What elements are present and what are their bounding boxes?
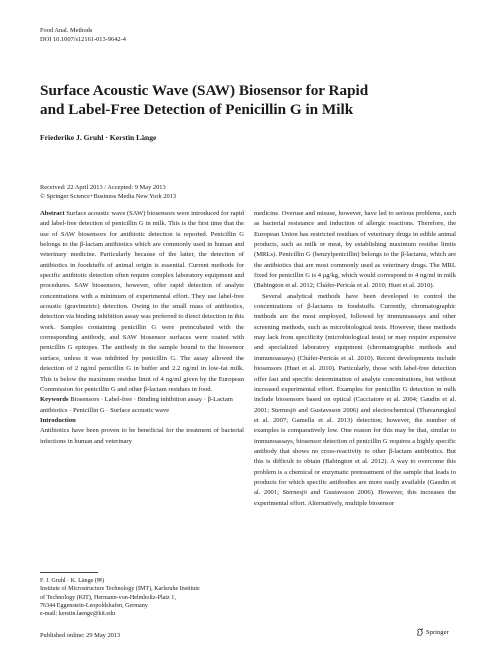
journal-name: Food Anal. Methods xyxy=(40,27,93,34)
published-online: Published online: 29 May 2013 xyxy=(40,632,121,639)
springer-wordmark: Springer xyxy=(426,628,449,636)
affiliation-institute: Institute of Microstructure Technology (IMT), Karlsruhe Institute xyxy=(40,586,200,593)
left-column xyxy=(40,209,244,447)
article-title xyxy=(40,81,460,119)
springer-horse-icon xyxy=(416,628,424,636)
introduction-text: Antibiotics have been proven to be beneficial for the treatment of bacterial infections in human and veterinary xyxy=(40,427,244,445)
authors: Friederike J. Gruhl · Kerstin Länge xyxy=(40,133,157,142)
affiliation xyxy=(40,577,200,618)
title-line-1: Surface Acoustic Wave (SAW) Biosensor for Rapid xyxy=(40,82,369,99)
affiliation-authors: F. J. Gruhl · K. Länge (✉) xyxy=(40,578,105,584)
received-accepted: Received: 22 April 2013 / Accepted: 9 May 2013 xyxy=(40,184,166,191)
right-column xyxy=(254,209,456,509)
introduction-heading: Introduction xyxy=(40,416,76,424)
keywords-heading: Keywords xyxy=(40,396,69,404)
received-dates xyxy=(40,184,176,201)
intro-paragraph-2: Several analytical methods have been developed to control the concentrations of β-lactams in foodstuffs. Currently, chromatographic methods are the most employed, followed by immunoassays and other screening methods, such as microbiological tests. However, these methods may lack from specificity (microbiological tests) or may require expensive and specialized laboratory equipment (chromatographic methods and immunoassays) (Cháfer-Pericás et al. 2010). Recent developments include biosensors (Huet et al. 2010). Particularly, those with label-free detection offer fast and specific determination of analyte concentrations, but without increased experimental effort. Examples for penicillin G detection in milk include biosensors based on optical (Cacciatore et al. 2004; Gaudin et al. 2001; Sternesjö and Gustavsson 2006) and electrochemical (Thavarungkul et al. 2007; Gamella et al. 2013) detection; however, the number of examples is comparatively low. One reason for this may be that, similar to immunoassays, biosensor detection of penicillin G requires a highly specific antibody that shows no cross-reactivity to other β-lactam antibiotics. But this is difficult to obtain (Babington et al. 2012). A way to overcome this problem is a chemical or enzymatic pretreatment of the sample that leads to products for which specific antibodies are more easily available (Gaudin et al. 2001; Sternesjö and Gustavsson 2006). However, this increases the experimental effort. Alternatively, multiple biosensor xyxy=(254,292,456,507)
doi: DOI 10.1007/s12161-013-9642-4 xyxy=(40,36,126,43)
journal-header xyxy=(40,26,126,44)
copyright: © Springer Science+Business Media New York 2013 xyxy=(40,192,177,200)
springer-logo xyxy=(416,628,449,636)
keywords-text: Biosensors · Label-free · Binding inhibition assay · β-Lactam antibiotics · Penicillin G · Surface acoustic wave xyxy=(40,396,233,414)
title-line-2: and Label-Free Detection of Penicillin G in Milk xyxy=(40,101,354,118)
abstract-text: Surface acoustic wave (SAW) biosensors were introduced for rapid and label-free detection of penicillin G in milk. This is the first time that the use of SAW biosensors for antibiotic detection is reported. Penicillin G belongs to the β-lactam antibiotics which are commonly used in human and veterinary medicine. Particularly because of the latter, the detection of antibiotics in foodstuffs of animal origin is essential. Current methods for specific antibiotic detection often require complex laboratory equipment and procedures. SAW biosensors, however, offer rapid detection of analyte concentrations with a minimum of experimental effort. They use label-free acoustic (gravimetric) detection. Owing to the small mass of antibiotics, detection via binding inhibition assay was preferred to direct detection in this work. Samples containing penicillin G were preincubated with the corresponding antibody, and SAW biosensor surfaces were coated with penicillin G epitopes. The antibody in the sample bound to the biosensor surface, unless it was inhibited by penicillin G. The assay allowed the detection of 2 ng/ml penicillin G in buffer and 2.2 ng/ml in low-fat milk. This is below the maximum residue limit of 4 ng/ml given by the European Commission for penicillin G and other β-lactam residues in food. xyxy=(40,210,244,393)
affiliation-address: 76344 Eggenstein-Leopoldshafen, Germany xyxy=(40,602,148,609)
abstract xyxy=(40,209,244,395)
footnote-rule xyxy=(40,572,98,573)
affiliation-email[interactable]: e-mail: kerstin.laenge@kit.edu xyxy=(40,611,116,618)
keywords xyxy=(40,395,244,416)
abstract-heading: Abstract xyxy=(40,210,65,217)
affiliation-institute-2: of Technology (KIT), Hermann-von-Helmholtz-Platz 1, xyxy=(40,594,176,601)
intro-paragraph-1: medicine. Overuse and misuse, however, have led to serious problems, such as bacterial resistance and induction of allergic reactions. Therefore, the European Union has restricted residues of veterinary drugs in edible animal products, such as milk or meat, by establishing maximum residue limits (MRLs). Penicillin G (benzylpenicillin) belongs to the β-lactams, which are the antibiotics that are most commonly used as veterinary drugs. The MRL fixed for penicillin G is 4 μg/kg, which would correspond to 4 ng/ml in milk (Babington et al. 2012; Cháfer-Pericás et al. 2010; Huet et al. 2010). xyxy=(254,210,456,290)
